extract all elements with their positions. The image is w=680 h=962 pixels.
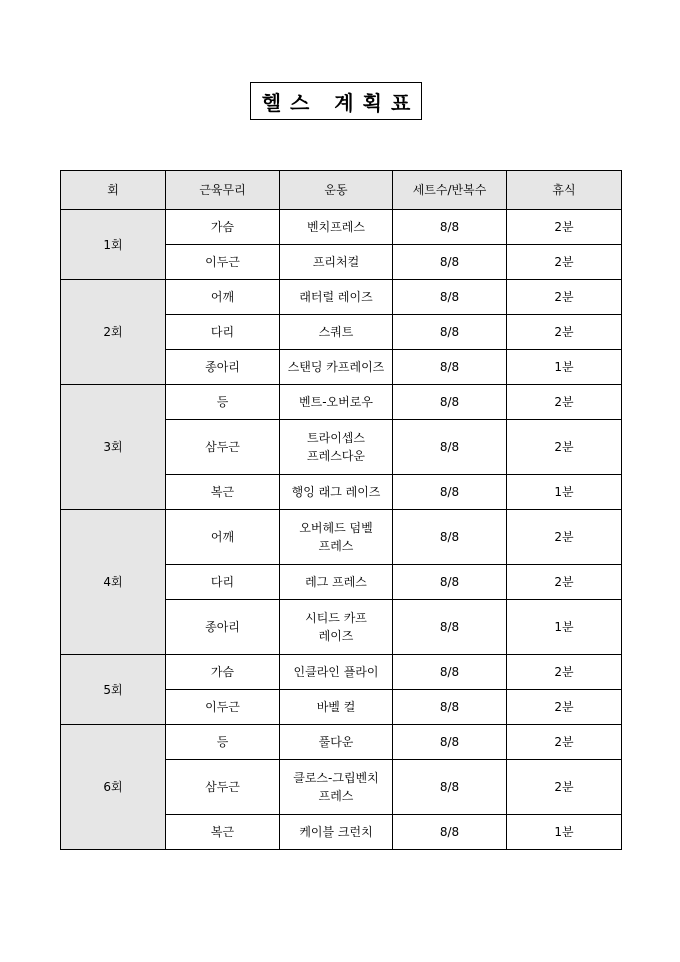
exercise-cell [280, 210, 393, 245]
muscle-group-cell: 어깨 [166, 280, 280, 315]
rest-cell: 1분 [507, 475, 622, 510]
exercise-cell [280, 385, 393, 420]
sets-reps-cell: 8/8 [393, 280, 507, 315]
exercise-line: 프레스다운 [307, 449, 365, 463]
table-header-row [61, 171, 622, 210]
table-row [61, 510, 622, 565]
exercise-cell [280, 600, 393, 655]
sets-reps-cell: 8/8 [393, 350, 507, 385]
page-title: 헬스 계획표 [250, 82, 422, 120]
exercise-cell [280, 280, 393, 315]
muscle-group-cell: 삼두근 [166, 420, 280, 475]
exercise-line: 벤트-오버로우 [299, 395, 373, 409]
sets-reps-cell: 8/8 [393, 565, 507, 600]
rest-cell: 2분 [507, 420, 622, 475]
workout-plan-table [60, 170, 622, 850]
rest-cell: 2분 [507, 760, 622, 815]
exercise-line: 시티드 카프 [305, 611, 367, 625]
sets-reps-cell: 8/8 [393, 385, 507, 420]
muscle-group-cell: 종아리 [166, 350, 280, 385]
sets-reps-cell: 8/8 [393, 725, 507, 760]
sets-reps-cell: 8/8 [393, 420, 507, 475]
exercise-line: 프레스 [318, 789, 354, 803]
sets-reps-cell: 8/8 [393, 210, 507, 245]
header-rest: 휴식 [507, 171, 622, 210]
exercise-line: 스쿼트 [318, 325, 354, 339]
session-cell: 6회 [61, 725, 166, 850]
session-cell: 3회 [61, 385, 166, 510]
exercise-line: 풀다운 [318, 735, 354, 749]
exercise-cell [280, 350, 393, 385]
sets-reps-cell: 8/8 [393, 475, 507, 510]
exercise-line: 바벨 컬 [316, 700, 356, 714]
rest-cell: 2분 [507, 245, 622, 280]
exercise-line: 행잉 래그 레이즈 [291, 485, 381, 499]
muscle-group-cell: 등 [166, 725, 280, 760]
muscle-group-cell: 이두근 [166, 245, 280, 280]
muscle-group-cell: 다리 [166, 315, 280, 350]
exercise-line: 케이블 크런치 [299, 825, 373, 839]
exercise-cell [280, 655, 393, 690]
rest-cell: 2분 [507, 510, 622, 565]
rest-cell: 2분 [507, 385, 622, 420]
rest-cell: 2분 [507, 315, 622, 350]
table-row [61, 280, 622, 315]
rest-cell: 2분 [507, 280, 622, 315]
sets-reps-cell: 8/8 [393, 815, 507, 850]
muscle-group-cell: 이두근 [166, 690, 280, 725]
sets-reps-cell: 8/8 [393, 245, 507, 280]
sets-reps-cell: 8/8 [393, 655, 507, 690]
exercise-line: 프리처컬 [312, 255, 360, 269]
rest-cell: 2분 [507, 725, 622, 760]
exercise-line: 레그 프레스 [305, 575, 367, 589]
muscle-group-cell: 가슴 [166, 210, 280, 245]
session-cell: 5회 [61, 655, 166, 725]
header-muscle-group: 근육무리 [166, 171, 280, 210]
exercise-cell [280, 510, 393, 565]
exercise-cell [280, 760, 393, 815]
exercise-line: 프레스 [318, 539, 354, 553]
exercise-line: 트라이셉스 [307, 431, 365, 445]
muscle-group-cell: 어깨 [166, 510, 280, 565]
exercise-line: 벤치프레스 [307, 220, 365, 234]
exercise-cell [280, 475, 393, 510]
rest-cell: 1분 [507, 815, 622, 850]
sets-reps-cell: 8/8 [393, 600, 507, 655]
header-sets-reps: 세트수/반복수 [393, 171, 507, 210]
header-exercise: 운동 [280, 171, 393, 210]
exercise-cell [280, 245, 393, 280]
rest-cell: 1분 [507, 350, 622, 385]
exercise-line: 래터럴 레이즈 [299, 290, 373, 304]
table-row [61, 385, 622, 420]
rest-cell: 2분 [507, 690, 622, 725]
table-row [61, 210, 622, 245]
muscle-group-cell: 삼두근 [166, 760, 280, 815]
rest-cell: 2분 [507, 210, 622, 245]
session-cell: 4회 [61, 510, 166, 655]
muscle-group-cell: 복근 [166, 815, 280, 850]
sets-reps-cell: 8/8 [393, 510, 507, 565]
rest-cell: 2분 [507, 655, 622, 690]
exercise-cell [280, 690, 393, 725]
rest-cell: 2분 [507, 565, 622, 600]
rest-cell: 1분 [507, 600, 622, 655]
muscle-group-cell: 복근 [166, 475, 280, 510]
exercise-cell [280, 565, 393, 600]
exercise-cell [280, 725, 393, 760]
muscle-group-cell: 등 [166, 385, 280, 420]
exercise-cell [280, 420, 393, 475]
exercise-line: 오버헤드 덤벨 [299, 521, 373, 535]
muscle-group-cell: 다리 [166, 565, 280, 600]
exercise-line: 레이즈 [318, 629, 354, 643]
table-row [61, 655, 622, 690]
exercise-line: 인클라인 플라이 [293, 665, 379, 679]
sets-reps-cell: 8/8 [393, 315, 507, 350]
session-cell: 1회 [61, 210, 166, 280]
exercise-cell [280, 815, 393, 850]
muscle-group-cell: 종아리 [166, 600, 280, 655]
session-cell: 2회 [61, 280, 166, 385]
sets-reps-cell: 8/8 [393, 760, 507, 815]
header-session: 회 [61, 171, 166, 210]
table-row [61, 725, 622, 760]
sets-reps-cell: 8/8 [393, 690, 507, 725]
exercise-line: 클로스-그립벤치 [293, 771, 379, 785]
exercise-cell [280, 315, 393, 350]
exercise-line: 스탠딩 카프레이즈 [287, 360, 385, 374]
muscle-group-cell: 가슴 [166, 655, 280, 690]
